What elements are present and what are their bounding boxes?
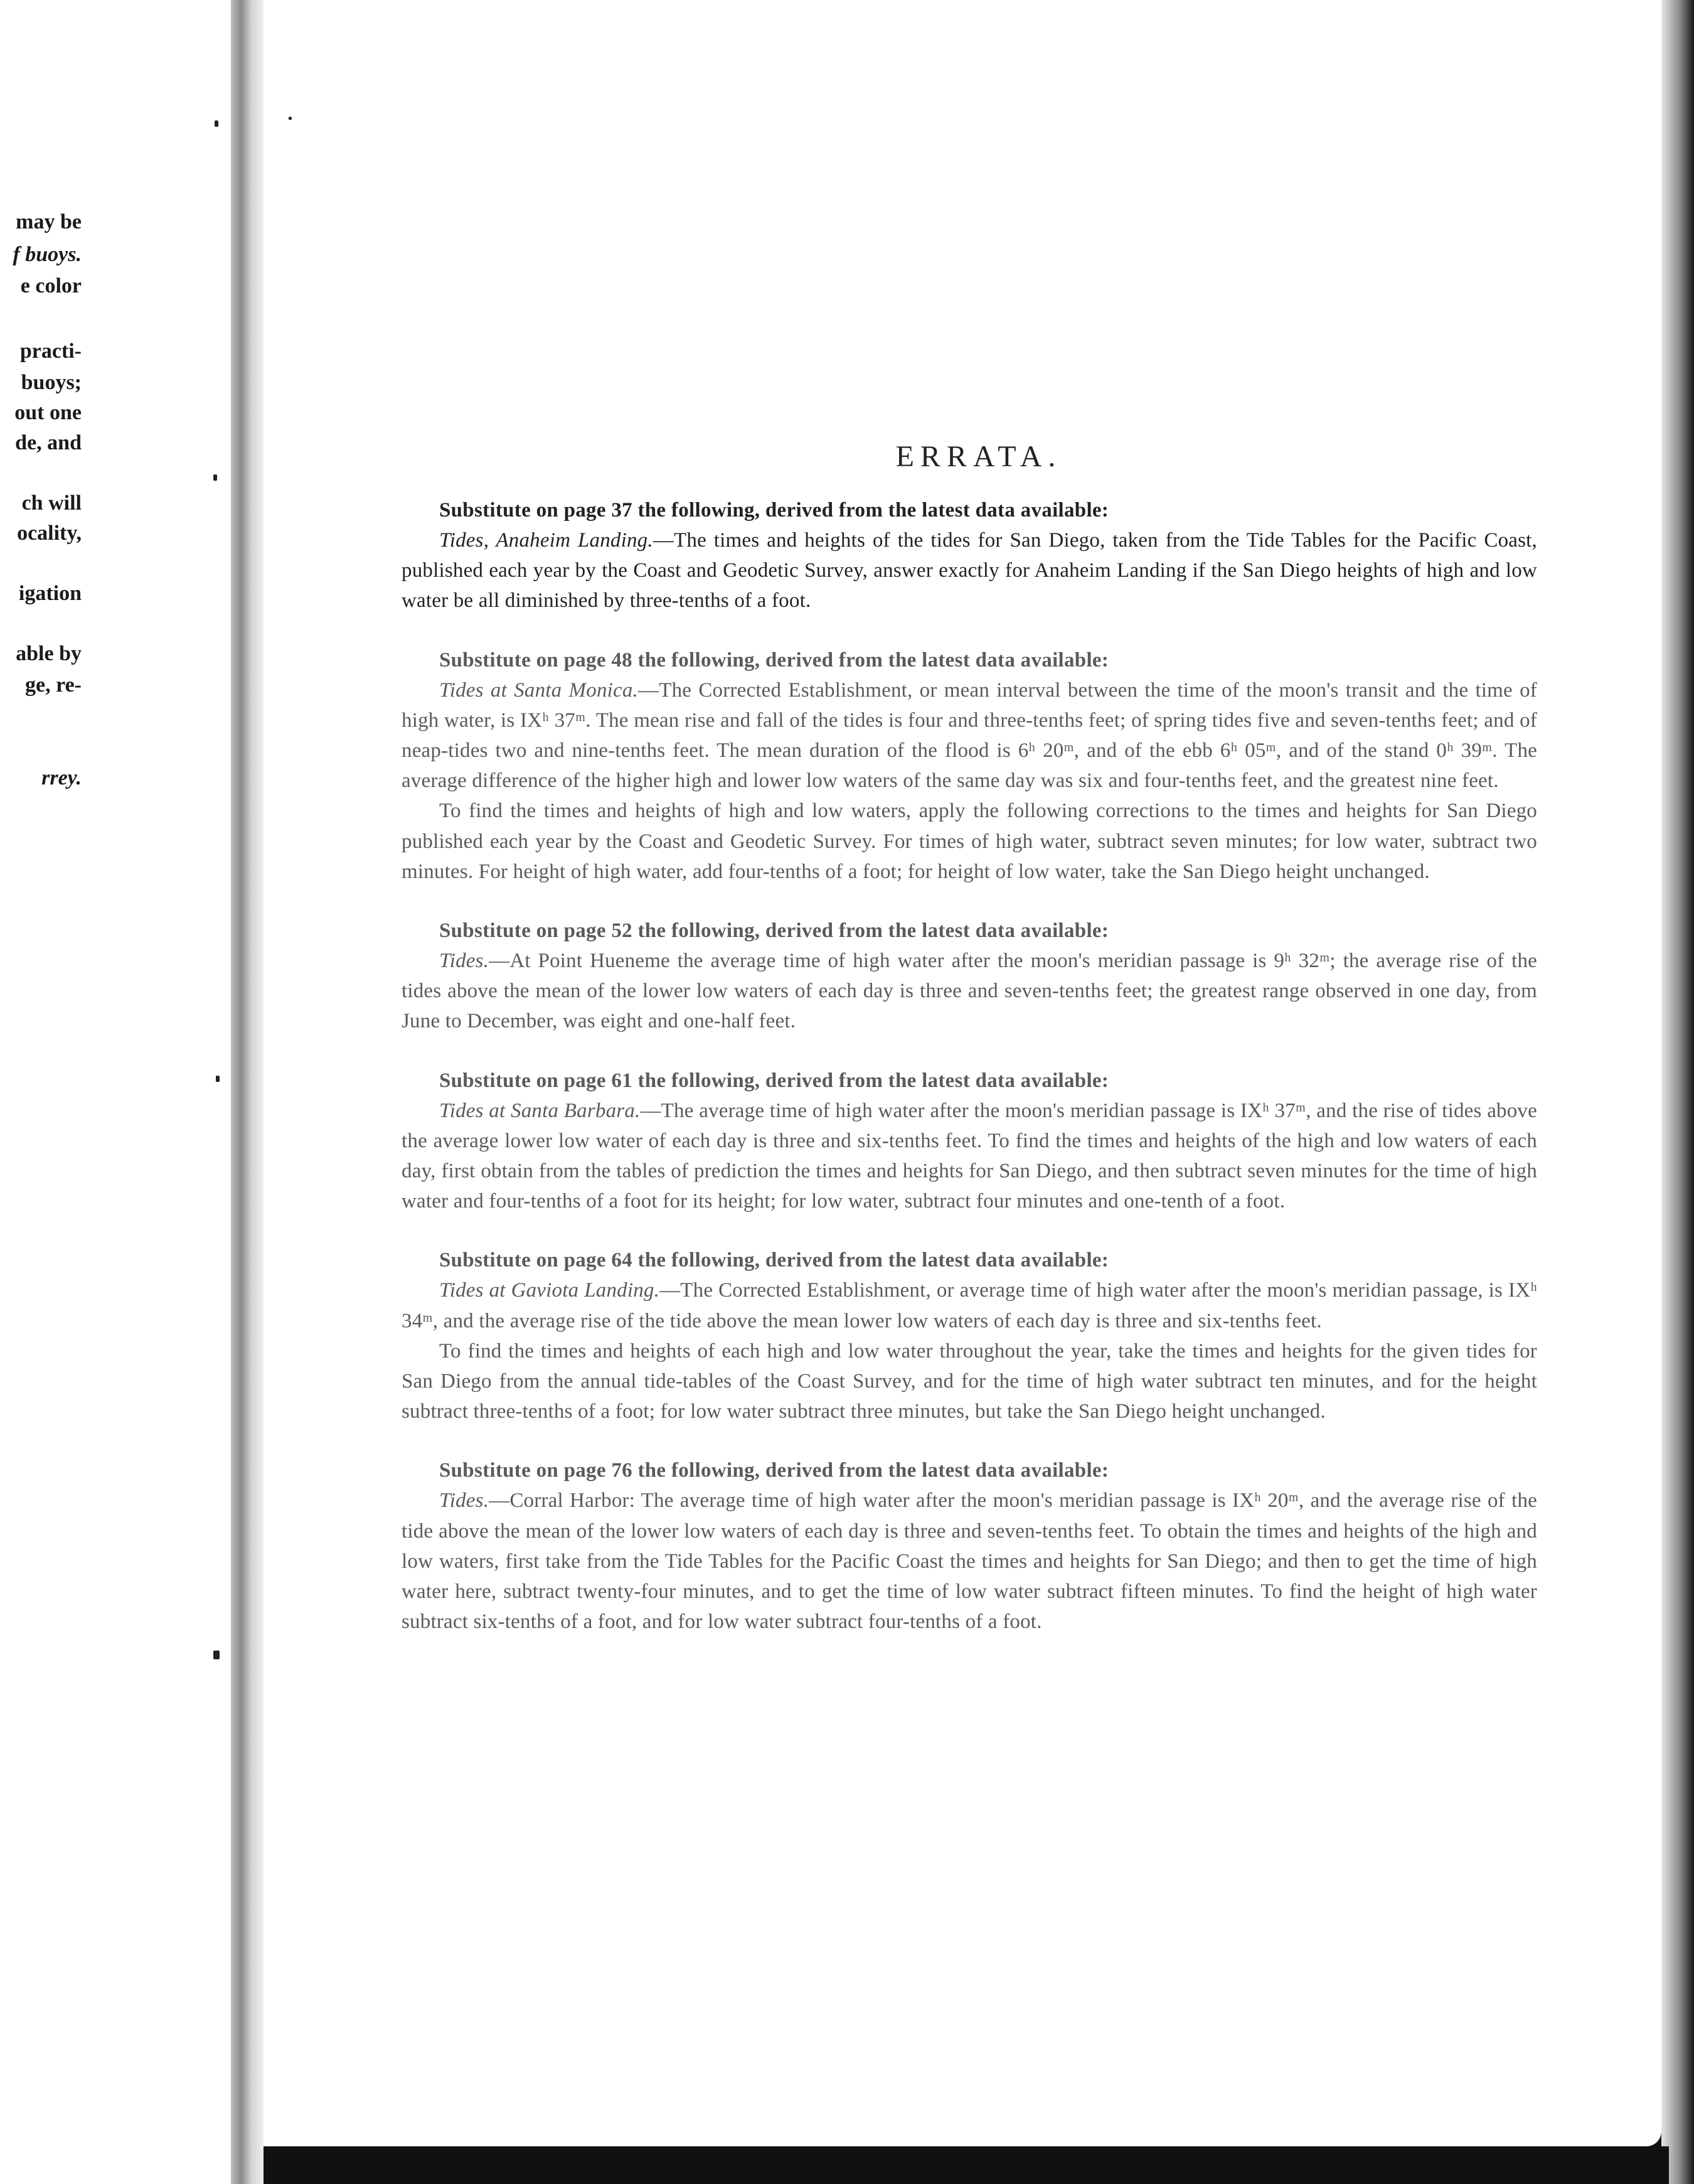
facing-page-line: de, and	[15, 431, 82, 454]
errata-entry	[402, 495, 1537, 616]
facing-page-line: may be	[16, 210, 82, 233]
errata-paragraph	[402, 796, 1537, 887]
facing-page-line: out one	[14, 401, 82, 424]
errata-entry	[402, 916, 1537, 1037]
errata-entry-intro: Substitute on page 64 the following, derived from the latest data available:	[439, 1249, 1109, 1272]
paragraph-text: —The Corrected Establishment, or average time of high water after the moon's meridian passage, is IXʰ 34ᵐ, and the average rise of the tide above the mean lower low waters of each day is three and six-tenths feet.	[402, 1279, 1537, 1332]
paragraph-lead: Tides at Santa Barbara.	[439, 1099, 641, 1122]
paragraph-text: To find the times and heights of high and low waters, apply the following corrections to the times and heights for San Diego published each year by the Coast and Geodetic Survey. For times of high water, subtract seven minutes; for low water, subtract two minutes. For height of high water, add four-tenths of a foot; for height of low water, take the San Diego height unchanged.	[402, 800, 1537, 883]
facing-page-line: e color	[20, 274, 82, 297]
paragraph-lead: Tides at Gaviota Landing.	[439, 1279, 660, 1302]
paragraph-lead: Tides at Santa Monica.	[439, 678, 639, 702]
ink-speck	[213, 474, 217, 481]
errata-paragraph	[402, 1096, 1537, 1217]
book-gutter	[231, 0, 266, 2184]
ink-speck	[216, 1076, 220, 1082]
errata-entry-intro: Substitute on page 37 the following, derived from the latest data available:	[439, 499, 1109, 522]
errata-paragraph	[402, 1336, 1537, 1427]
ink-speck	[215, 120, 218, 127]
facing-page-line: ocality,	[17, 522, 82, 545]
paragraph-text: —At Point Hueneme the average time of high water after the moon's meridian passage is 9ʰ 32ᵐ; the average rise of the tides above the mean of the lower low waters of each day is three and seven-tenths feet; the greatest range observed in one day, from June to December, was eight and one-half feet.	[402, 950, 1537, 1033]
errata-entry-intro: Substitute on page 76 the following, derived from the latest data available:	[439, 1459, 1109, 1482]
facing-page-line: able by	[16, 642, 82, 665]
facing-page-line: f buoys.	[13, 243, 82, 266]
facing-page-line: ch will	[21, 491, 82, 515]
errata-entry	[402, 1066, 1537, 1217]
facing-page-line: practi-	[19, 340, 82, 363]
paragraph-text: —The average time of high water after the moon's meridian passage is IXʰ 37ᵐ, and the rise of tides above the average lower low water of each day is three and six-tenths feet. To find the times and heights of the high and low waters of each day, first obtain from the tables of prediction the times and heights for San Diego, and then subtract seven minutes for the time of high water and four-tenths of a foot for its height; for low water, subtract four minutes and one-tenth of a foot.	[402, 1099, 1537, 1213]
errata-entry-intro: Substitute on page 61 the following, derived from the latest data available:	[439, 1069, 1109, 1092]
errata-paragraph	[402, 946, 1537, 1037]
errata-paragraph	[402, 1485, 1537, 1637]
errata-entry	[402, 1455, 1537, 1637]
errata-paragraph	[402, 1275, 1537, 1336]
paragraph-lead: Tides, Anaheim Landing.	[439, 529, 653, 552]
facing-page-line: rrey.	[41, 766, 82, 790]
facing-page-line: igation	[18, 582, 82, 605]
paragraph-text: —Corral Harbor: The average time of high water after the moon's meridian passage is IXʰ 20ᵐ, and the average rise of the tide above the mean of the lower low waters of each day is three and seven-tenths feet. To obtain the times and heights of the high and low waters, first take from the Tide Tables for the Pacific Coast the times and heights for San Diego; and then to get the time of high water here, subtract twenty-four minutes, and to get the time of low water subtract fifteen minutes. To find the height of high water subtract six-tenths of a foot, and for low water subtract four-tenths of a foot.	[402, 1489, 1537, 1634]
errata-page	[264, 0, 1661, 2146]
paragraph-text: —The times and heights of the tides for San Diego, taken from the Tide Tables for the Pacific Coast, published each year by the Coast and Geodetic Survey, answer exactly for Anaheim Landing if the San Diego heights of high and low water be all diminished by three-tenths of a foot.	[402, 529, 1537, 613]
errata-paragraph	[402, 675, 1537, 796]
paragraph-text: —The Corrected Establishment, or mean interval between the time of the moon's transit and the time of high water, is IXʰ 37ᵐ. The mean rise and fall of the tides is four and three-tenths feet; of spring tides five and seven-tenths feet; and of neap-tides two and nine-tenths feet. The mean duration of the flood is 6ʰ 20ᵐ, and of the ebb 6ʰ 05ᵐ, and of the stand 0ʰ 39ᵐ. The average difference of the higher high and lower low waters of the same day was six and four-tenths feet, and the greatest nine feet.	[402, 678, 1537, 793]
scan-background	[264, 2146, 1669, 2184]
facing-page-line: ge, re-	[25, 673, 82, 697]
facing-page	[0, 0, 232, 2184]
facing-page-line: buoys;	[21, 371, 82, 394]
errata-section	[402, 439, 1537, 1666]
ink-speck	[213, 1651, 220, 1659]
errata-entry	[402, 645, 1537, 887]
errata-paragraph	[402, 525, 1537, 616]
paragraph-text: To find the times and heights of each high and low water throughout the year, take the times and heights for the given tides for San Diego from the annual tide-tables of the Coast Survey, and for the time of high water subtract ten minutes, and for the height subtract three-tenths of a foot; for low water subtract three minutes, but take the San Diego height unchanged.	[402, 1339, 1537, 1423]
errata-entry-intro: Substitute on page 52 the following, derived from the latest data available:	[439, 919, 1109, 943]
page-edge-shadow	[1661, 0, 1694, 2184]
paragraph-lead: Tides.	[439, 950, 489, 973]
errata-entry-intro: Substitute on page 48 the following, derived from the latest data available:	[439, 648, 1109, 672]
ink-speck	[289, 117, 292, 120]
paragraph-lead: Tides.	[439, 1489, 489, 1512]
errata-entry	[402, 1245, 1537, 1427]
errata-title: ERRATA.	[895, 440, 1062, 473]
